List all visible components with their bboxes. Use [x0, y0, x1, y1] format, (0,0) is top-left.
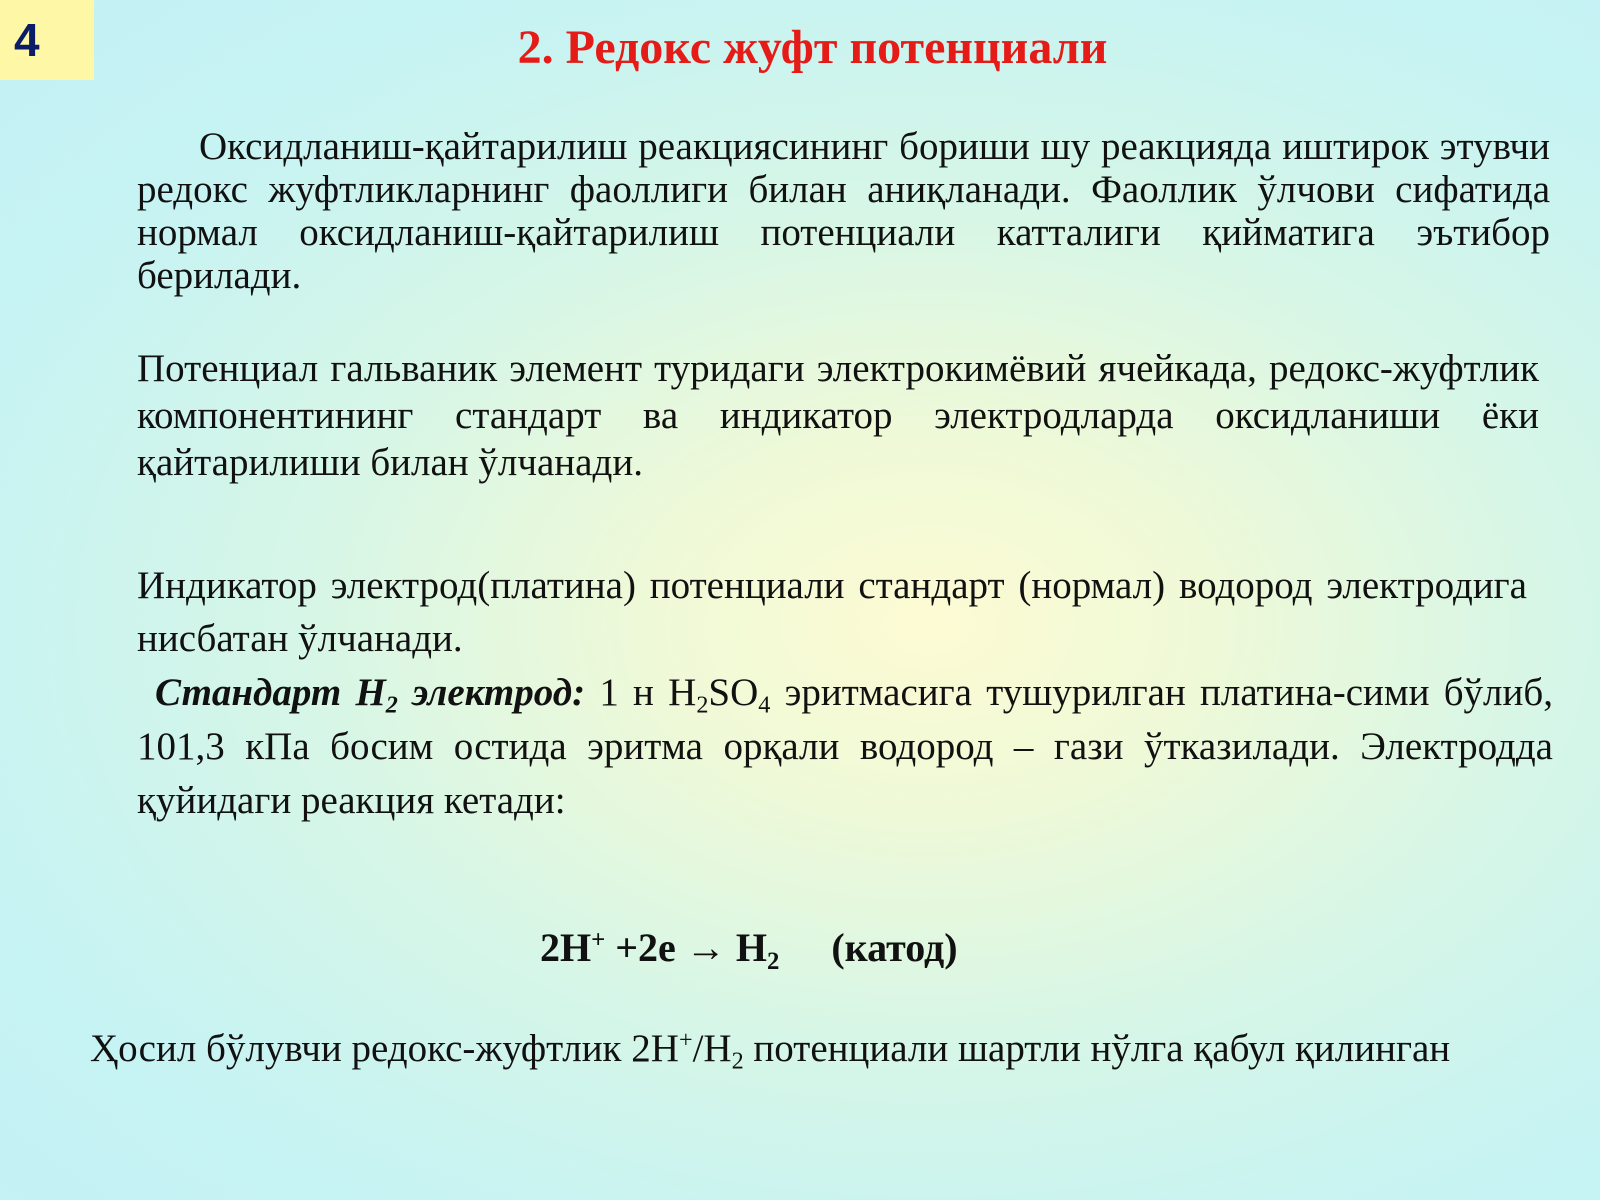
cathode-reaction-equation	[540, 920, 958, 976]
body-text: 1 н Н	[585, 671, 697, 714]
equation-note: (катод)	[831, 925, 958, 970]
paragraph-indicator-electrode: Индикатор электрод(платина) потенциали стандарт (нормал) водород электродига нисбатан ўлчанади.	[137, 564, 1527, 660]
term-subscript: 2	[385, 691, 398, 719]
equation-left: 2Н	[540, 925, 592, 970]
body-text: эритмасига тушурилган платина-сими бўлиб, 101,3 кПа босим остида эритма орқали водород – гази ўтказилади. Электродда қуйидаги реакция кетади:	[137, 671, 1553, 822]
equation-subscript: 2	[766, 947, 780, 975]
paragraph-zero-potential	[90, 1024, 1522, 1074]
body-text: Ҳосил бўлувчи редокс-жуфтлик 2Н	[90, 1027, 679, 1070]
term-suffix: электрод:	[397, 671, 586, 714]
standard-electrode-term	[137, 671, 586, 719]
paragraph-redox-activity: Оксидланиш-қайтарилиш реакциясининг бориши шу реакцияда иштирок этувчи редокс жуфтликларнинг фаоллиги билан аниқланади. Фаоллик ўлчови сифатида нормал оксидланиш-қайтарилиш потенциали катталиги қийматига эътибор берилади.	[137, 125, 1550, 297]
slide-title: 2. Редокс жуфт потенциали	[517, 21, 1108, 74]
subscript: 2	[731, 1047, 744, 1075]
term-text: Стандарт Н	[155, 671, 386, 714]
paragraph-potential-measurement: Потенциал гальваник элемент туридаги электрокимёвий ячейкада, редокс-жуфтлик компонентининг стандарт ва индикатор электродларда оксидланиши ёки қайтарилиши билан ўлчанади.	[137, 347, 1539, 484]
paragraph-standard-hydrogen-electrode	[137, 666, 1553, 828]
superscript: +	[678, 1026, 693, 1054]
body-text: /Н	[692, 1027, 732, 1070]
slide-number: 4	[14, 14, 40, 66]
equation-superscript: +	[591, 926, 606, 954]
body-text: SO	[708, 671, 759, 714]
body-text: потенциали шартли нўлга қабул қилинган	[743, 1027, 1451, 1070]
subscript: 4	[758, 691, 771, 719]
subscript: 2	[696, 691, 709, 719]
equation-middle: +2е → Н	[605, 925, 767, 970]
